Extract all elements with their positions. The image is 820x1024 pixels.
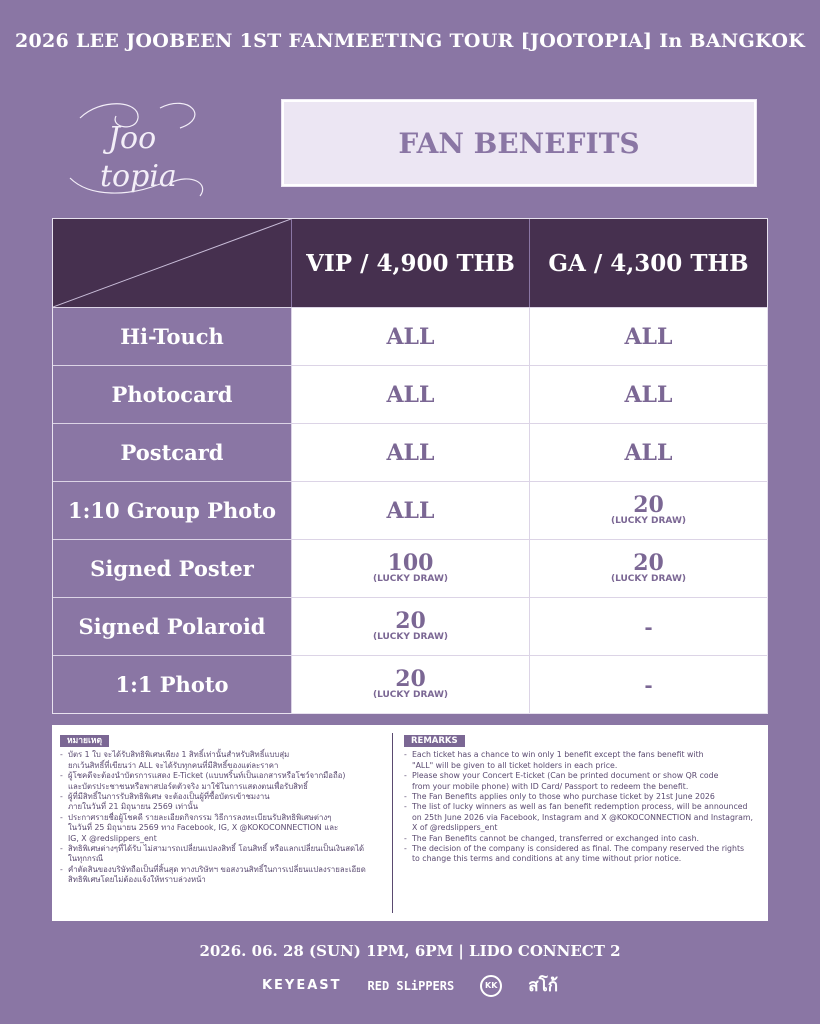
bullet-dash: -	[60, 792, 63, 802]
benefit-vip-value: ALL	[386, 439, 435, 466]
thai-sponsor-logo: สโก้	[528, 976, 559, 996]
benefit-ga-value: 20	[633, 550, 664, 576]
page-title: 2026 LEE JOOBEEN 1ST FANMEETING TOUR [JOOTOPIA] In BANGKOK	[14, 30, 806, 52]
benefit-ga-cell	[529, 598, 767, 655]
remarks-english-label: REMARKS	[404, 735, 465, 747]
remark-text: Each ticket has a chance to win only 1 benefit except the fans benefit with "ALL" will be given to all ticket holders in each price.	[412, 750, 704, 770]
remark-item	[60, 792, 390, 813]
benefit-vip-value: 100	[387, 550, 434, 576]
benefit-label: Postcard	[53, 424, 291, 481]
remarks-english	[404, 735, 754, 865]
remark-text: The Fan Benefits applies only to those who purchase ticket by 21st June 2026	[412, 792, 715, 802]
remark-item	[60, 844, 390, 865]
benefit-vip-note: (LUCKY DRAW)	[372, 632, 449, 642]
benefit-label: 1:1 Photo	[53, 656, 291, 713]
event-info: 2026. 06. 28 (SUN) 1PM, 6PM | LIDO CONNECT 2	[199, 942, 621, 960]
benefit-ga-value: -	[644, 672, 653, 697]
benefit-vip-cell	[291, 598, 529, 655]
logo-line1: Joo	[108, 121, 157, 156]
bullet-dash: -	[404, 750, 407, 760]
bullet-dash: -	[404, 833, 407, 843]
benefit-vip-note: (LUCKY DRAW)	[372, 690, 449, 700]
remarks-thai-label: หมายเหตุ	[60, 735, 109, 747]
table-row	[53, 539, 767, 597]
benefit-ga-cell	[529, 540, 767, 597]
remark-item	[404, 771, 754, 792]
sponsor-logos	[0, 972, 820, 999]
table-row	[53, 655, 767, 713]
benefit-ga-cell	[529, 308, 767, 365]
remarks-divider	[392, 733, 393, 913]
remark-item	[60, 865, 390, 886]
koko-logo: KK	[480, 975, 502, 997]
remark-text: The Fan Benefits cannot be changed, transferred or exchanged into cash.	[412, 833, 700, 843]
benefit-label: Signed Polaroid	[53, 598, 291, 655]
remark-item	[404, 750, 754, 771]
bullet-dash: -	[60, 812, 63, 822]
diagonal-line	[53, 219, 291, 307]
table-row	[53, 423, 767, 481]
benefit-vip-cell	[291, 540, 529, 597]
fan-benefits-title: FAN BENEFITS	[398, 126, 640, 160]
red-slippers-logo: RED SLiPPERS	[367, 978, 455, 993]
benefit-ga-note: (LUCKY DRAW)	[610, 516, 687, 526]
table-row	[53, 481, 767, 539]
table-header-row	[53, 219, 767, 307]
logo-line2: topia	[100, 159, 177, 194]
benefit-ga-note: (LUCKY DRAW)	[610, 574, 687, 584]
benefit-vip-cell	[291, 308, 529, 365]
benefit-vip-cell	[291, 366, 529, 423]
benefit-label: 1:10 Group Photo	[53, 482, 291, 539]
remark-text: The list of lucky winners as well as fan benefit redemption process, will be announced on 25th June 2026 via Facebook, Instagram and X @KOKOCONNECTION and Instagram, X of @redslippers_ent	[412, 802, 753, 833]
header-corner-cell	[53, 219, 291, 307]
benefit-ga-value: ALL	[624, 381, 673, 408]
bullet-dash: -	[60, 771, 63, 781]
benefit-ga-cell	[529, 424, 767, 481]
remark-text: Please show your Concert E-ticket (Can be printed document or show QR code from your mobile phone) with ID Card/ Passport to redeem the benefit.	[412, 771, 719, 791]
benefit-ga-cell	[529, 656, 767, 713]
benefit-ga-value: -	[644, 614, 653, 639]
remark-item	[404, 802, 754, 833]
remarks-panel	[52, 725, 768, 921]
benefit-label: Hi-Touch	[53, 308, 291, 365]
benefit-ga-value: ALL	[624, 439, 673, 466]
remark-text: ผู้ที่มีสิทธิ์ในการรับสิทธิพิเศษ จะต้องเป็นผู้ที่ซื้อบัตรเข้าชมงาน ภายในวันที่ 21 มิถุนายน 2569 เท่านั้น	[68, 792, 270, 812]
bullet-dash: -	[404, 771, 407, 781]
remark-item	[60, 771, 390, 792]
benefit-vip-value: 20	[395, 608, 426, 634]
benefit-ga-cell	[529, 366, 767, 423]
bullet-dash: -	[60, 750, 63, 760]
table-row	[53, 307, 767, 365]
remark-text: บัตร 1 ใบ จะได้รับสิทธิพิเศษเพียง 1 สิทธิ์เท่านั้นสำหรับสิทธิ์แบบสุ่ม ยกเว้นสิทธิ์ที่เขียนว่า ALL จะได้รับทุกคนที่มีสิทธิ์ของแต่ละราคา	[68, 750, 290, 770]
fan-benefits-box	[282, 100, 756, 186]
column-header-vip: VIP / 4,900 THB	[291, 219, 529, 307]
benefit-vip-cell	[291, 482, 529, 539]
remark-item	[404, 792, 754, 802]
jootopia-logo	[60, 88, 220, 208]
remark-item	[60, 750, 390, 771]
benefit-vip-cell	[291, 424, 529, 481]
benefit-vip-value: ALL	[386, 323, 435, 350]
benefit-vip-cell	[291, 656, 529, 713]
table-row	[53, 365, 767, 423]
benefit-label: Signed Poster	[53, 540, 291, 597]
remark-item	[404, 834, 754, 844]
remark-text: ประกาศรายชื่อผู้โชคดี รายละเอียดกิจกรรม วิธีการลงทะเบียนรับสิทธิพิเศษต่างๆ ในวันที่ 25 มิถุนายน 2569 ทาง Facebook, IG, X @KOKOCONNECTION และ IG, X @redslippers_ent	[68, 812, 339, 843]
remark-text: สิทธิพิเศษต่างๆที่ได้รับ ไม่สามารถเปลี่ยนแปลงสิทธิ์ โอนสิทธิ์ หรือแลกเปลี่ยนเป็นเงินสดได้ ในทุกกรณี	[68, 844, 365, 864]
remark-text: คำตัดสินของบริษัทถือเป็นที่สิ้นสุด ทางบริษัทฯ ขอสงวนสิทธิ์ในการเปลี่ยนแปลงรายละเอียด สิทธิพิเศษโดยไม่ต้องแจ้งให้ทราบล่วงหน้า	[68, 864, 366, 885]
table-row	[53, 597, 767, 655]
remark-item	[60, 813, 390, 844]
benefit-vip-note: (LUCKY DRAW)	[372, 574, 449, 584]
benefit-vip-value: ALL	[386, 497, 435, 524]
remark-item	[404, 844, 754, 865]
column-header-ga: GA / 4,300 THB	[529, 219, 767, 307]
remark-text: The decision of the company is considered as final. The company reserved the rights to change this terms and conditions at any time without prior notice.	[412, 844, 745, 864]
benefits-table	[52, 218, 768, 714]
benefit-ga-value: 20	[633, 492, 664, 518]
benefit-label: Photocard	[53, 366, 291, 423]
benefit-vip-value: 20	[395, 666, 426, 692]
remark-text: ผู้โชคดีจะต้องนำบัตรการแสดง E-Ticket (แบบพริ้นท์เป็นเอกสารหรือโชว์จากมือถือ) และบัตรประชาชนหรือพาสปอร์ตตัวจริง มาใช้ในการแสดงตนเพื่อรับสิทธิ์	[68, 771, 346, 791]
keyeast-logo: KEYEAST	[261, 978, 342, 993]
bullet-dash: -	[60, 864, 63, 874]
benefit-vip-value: ALL	[386, 381, 435, 408]
bullet-dash: -	[404, 844, 407, 854]
benefit-ga-cell	[529, 482, 767, 539]
bullet-dash: -	[404, 792, 407, 802]
bullet-dash: -	[404, 802, 407, 812]
remarks-thai	[60, 735, 390, 886]
benefit-ga-value: ALL	[624, 323, 673, 350]
bullet-dash: -	[60, 844, 63, 854]
